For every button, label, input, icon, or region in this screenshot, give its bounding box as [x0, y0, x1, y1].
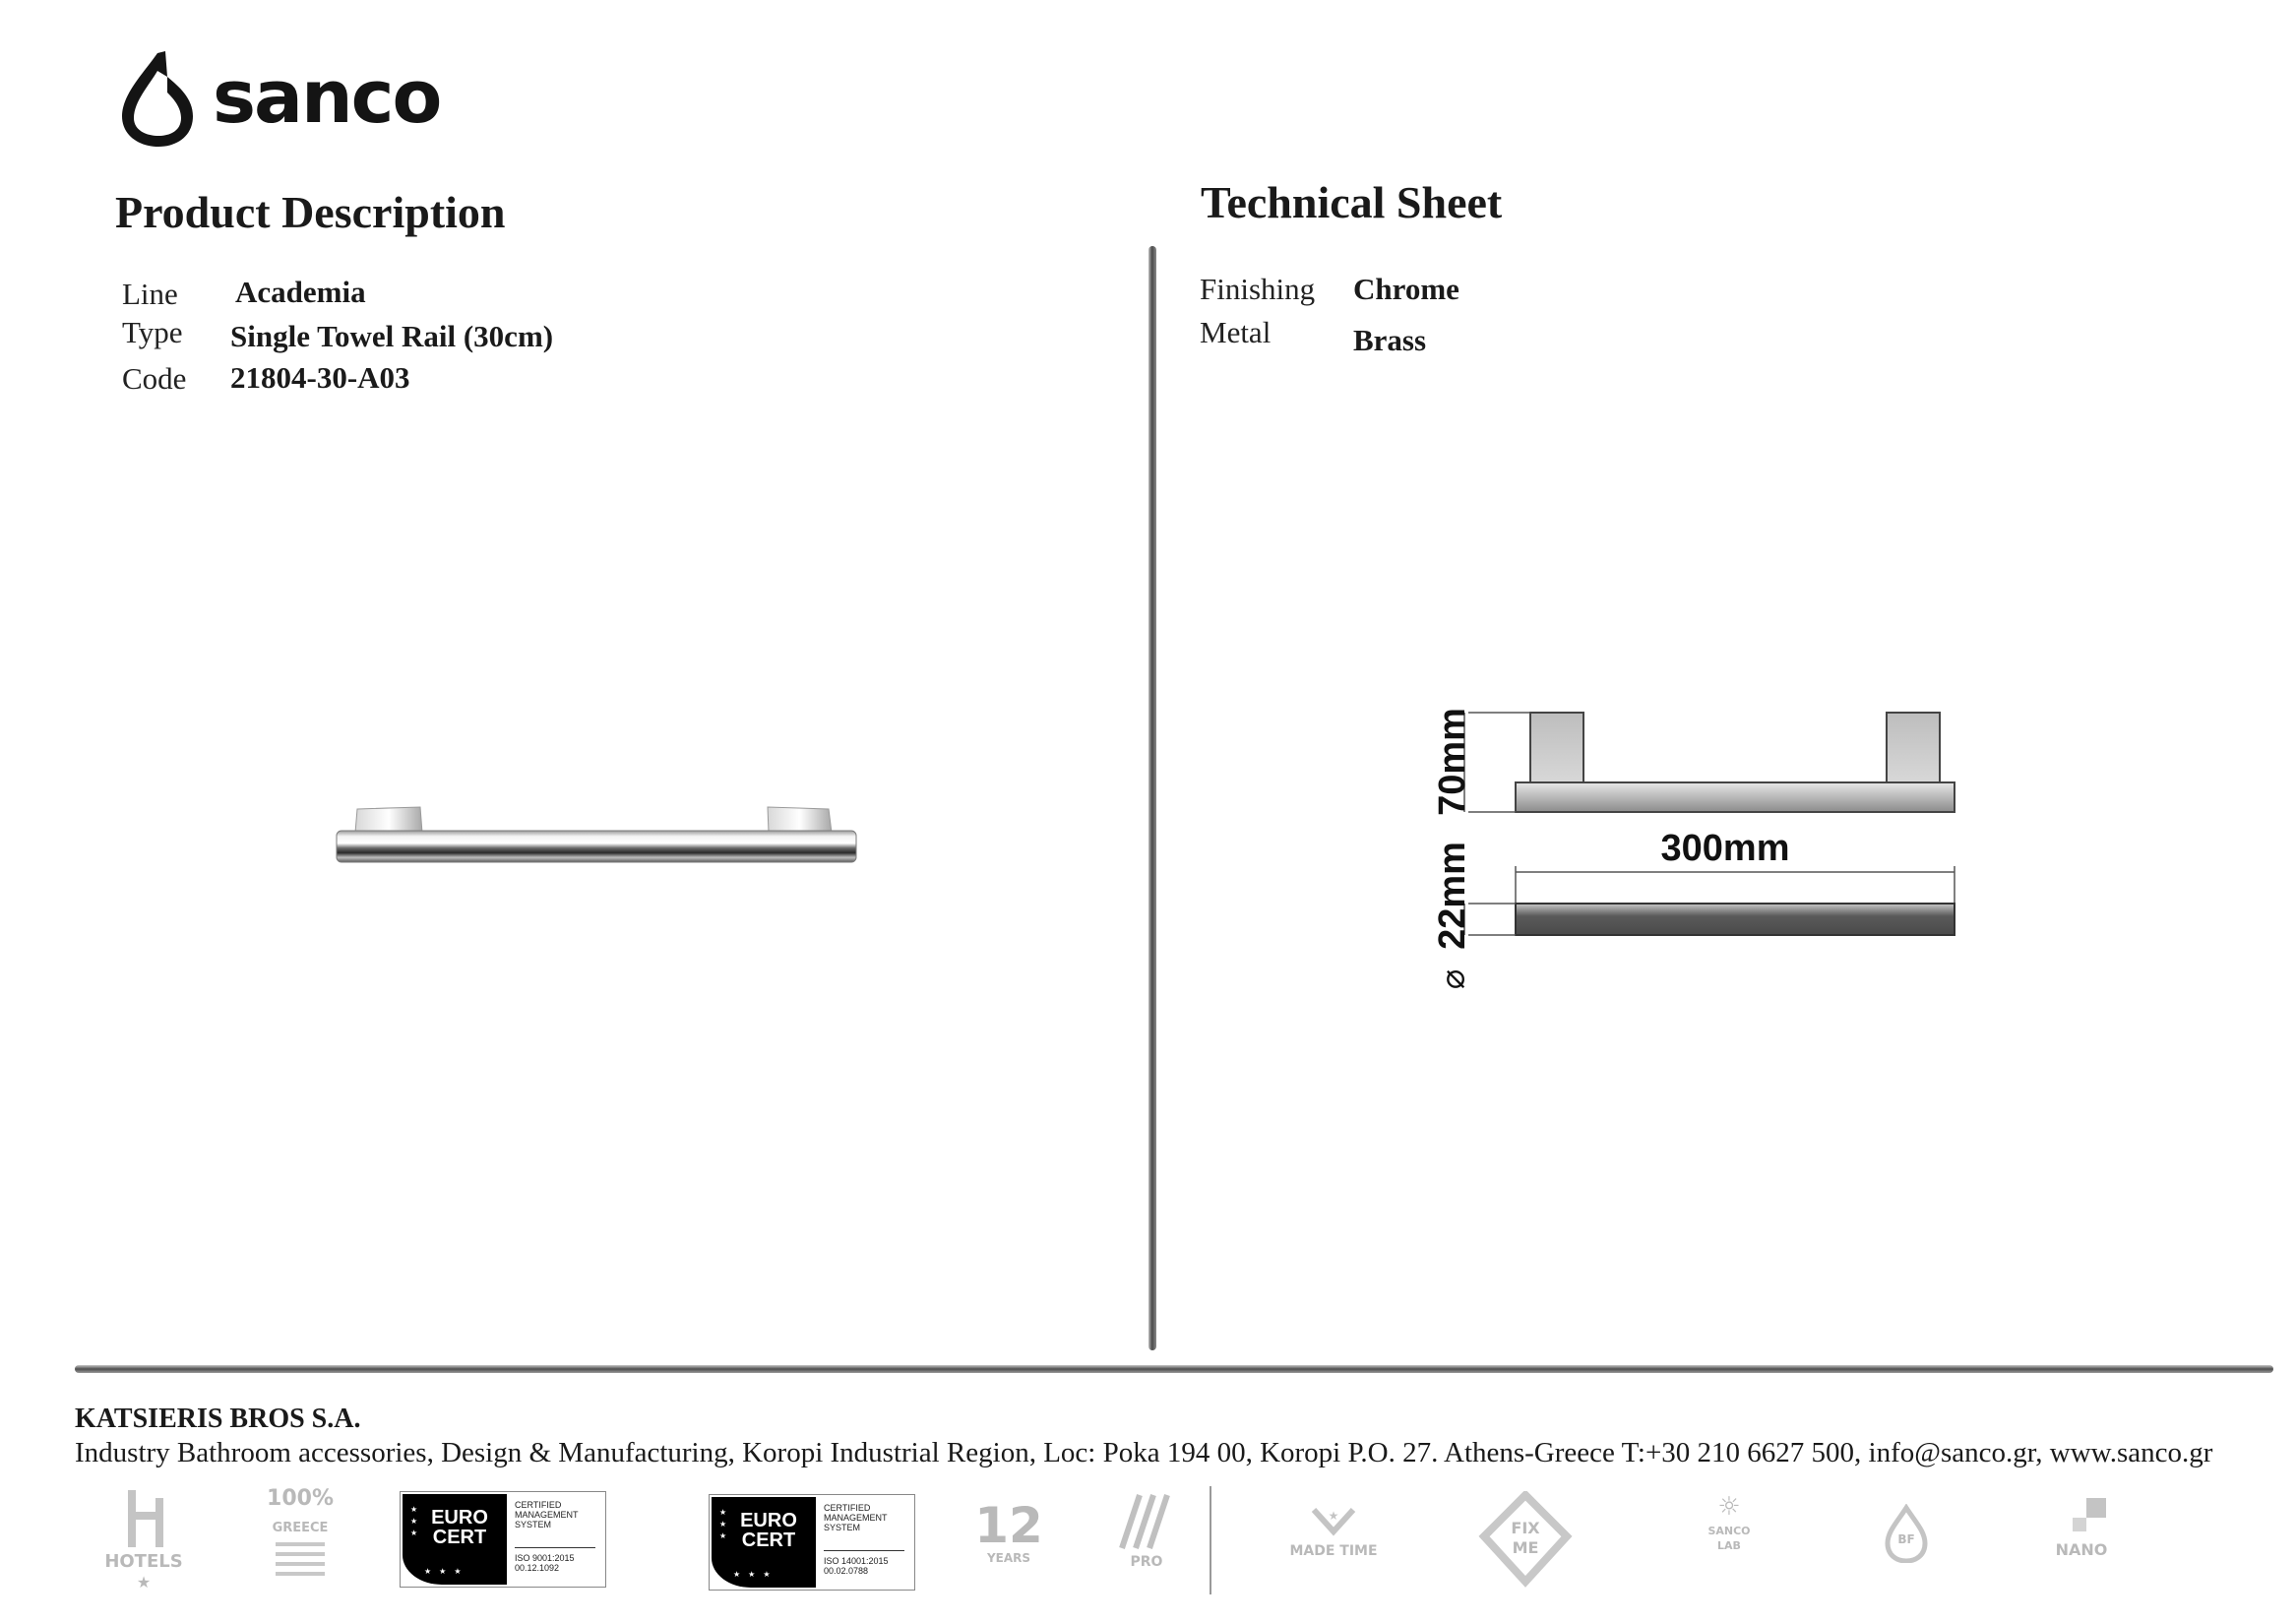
pro-label: PRO	[1130, 1554, 1163, 1570]
eurocert-iso14001-badge: ★ ★ ★ EURO CERT ★★★ CERTIFIED MANAGEMENT SYSTEM ISO 14001:2015 00.02.0788	[709, 1494, 915, 1591]
sanco-lab-badge	[1695, 1494, 1764, 1592]
pro-badge	[1112, 1491, 1181, 1580]
svg-text:★: ★	[1328, 1509, 1339, 1523]
made-time-badge	[1279, 1506, 1388, 1565]
star-icon: ★	[136, 1573, 152, 1592]
eurocert-iso-number: 00.02.0788	[824, 1566, 869, 1576]
top-view-bar	[1516, 904, 1955, 935]
water-drop-icon	[114, 47, 203, 151]
diameter-symbol-icon: ⌀	[1433, 968, 1473, 990]
company-address: Industry Bathroom accessories, Design & Manufacturing, Koropi Industrial Region, Loc: Poka 194 00, Koropi P.O. 27. Athens-Greece T:+30 210 6627 500, info@sanco.gr, www.sanco.gr	[75, 1437, 2213, 1468]
metal-label: Metal	[1200, 315, 1272, 349]
company-name: KATSIERIS BROS S.A.	[75, 1404, 361, 1434]
length-dimension-label: 300mm	[1660, 828, 1790, 869]
line-label: Line	[122, 277, 178, 311]
lightbulb-icon: ☼	[1717, 1492, 1741, 1522]
code-value: 21804-30-A03	[230, 360, 410, 395]
eurocert-iso9001-badge: ★ ★ ★ EURO CERT ★★★ CERTIFIED MANAGEMENT SYSTEM ISO 9001:2015 00.12.1092	[400, 1491, 606, 1588]
eurocert-text-2: MANAGEMENT	[824, 1513, 888, 1523]
horizontal-divider	[75, 1365, 2273, 1373]
side-view-bar	[1516, 782, 1955, 812]
eurocert-title-1: EURO	[431, 1507, 488, 1529]
made-time-label: MADE TIME	[1289, 1543, 1378, 1559]
eurocert-text-2: MANAGEMENT	[515, 1510, 579, 1520]
eurocert-text-3: SYSTEM	[515, 1520, 552, 1529]
bf-badge	[1872, 1504, 1941, 1583]
sanco-lab-label-1: SANCO	[1707, 1525, 1751, 1537]
badge-divider	[1210, 1486, 1211, 1594]
fix-me-badge	[1476, 1491, 1575, 1590]
hotels-badge	[75, 1484, 213, 1592]
diameter-dimension-label: 22mm	[1432, 842, 1474, 950]
bf-label: BF	[1897, 1532, 1915, 1546]
eurocert-iso-standard: ISO 14001:2015	[824, 1556, 889, 1566]
towel-rail-image	[330, 797, 861, 876]
type-label: Type	[122, 315, 183, 349]
made-in-greece-badge	[246, 1488, 354, 1587]
nano-icon	[2037, 1494, 2126, 1537]
nano-badge	[2037, 1494, 2126, 1583]
hotels-label: HOTELS	[104, 1551, 183, 1572]
technical-drawing	[1417, 689, 1978, 1014]
brand-name: sanco	[213, 55, 441, 140]
hotel-building-icon	[75, 1484, 213, 1553]
warranty-years-number: 12	[974, 1497, 1043, 1554]
fix-label: FIX	[1511, 1519, 1540, 1537]
me-label: ME	[1512, 1538, 1539, 1557]
eurocert-text-1: CERTIFIED	[515, 1500, 562, 1510]
type-value: Single Towel Rail (30cm)	[230, 319, 554, 353]
eurocert-iso-number: 00.12.1092	[515, 1563, 560, 1573]
product-description-heading: Product Description	[115, 187, 506, 237]
eurocert-iso-standard: ISO 9001:2015	[515, 1553, 575, 1563]
eurocert-text-1: CERTIFIED	[824, 1503, 871, 1513]
sanco-lab-label-2: LAB	[1717, 1539, 1741, 1552]
code-label: Code	[122, 361, 187, 396]
vertical-divider	[1148, 246, 1156, 1350]
post-right	[1887, 713, 1940, 783]
greek-flag-icon	[246, 1540, 354, 1580]
metal-value: Brass	[1353, 323, 1427, 357]
nano-label: NANO	[2055, 1540, 2108, 1559]
eurocert-text-3: SYSTEM	[824, 1523, 861, 1532]
sanco-logo	[114, 47, 439, 151]
percent-label: 100%	[267, 1486, 334, 1511]
made-time-icon	[1279, 1506, 1388, 1539]
eurocert-title-1: EURO	[740, 1510, 797, 1531]
warranty-years-label: YEARS	[986, 1551, 1031, 1565]
greece-label: GREECE	[272, 1521, 329, 1535]
eurocert-title-2: CERT	[432, 1527, 487, 1548]
line-value: Academia	[235, 275, 366, 309]
height-dimension-label: 70mm	[1432, 708, 1474, 816]
finishing-label: Finishing	[1200, 272, 1316, 306]
finishing-value: Chrome	[1353, 272, 1459, 306]
warranty-badge	[964, 1497, 1053, 1580]
eurocert-title-2: CERT	[741, 1529, 796, 1551]
post-left	[1530, 713, 1583, 783]
pro-stripes-icon	[1112, 1491, 1181, 1550]
technical-sheet-heading: Technical Sheet	[1201, 177, 1503, 227]
